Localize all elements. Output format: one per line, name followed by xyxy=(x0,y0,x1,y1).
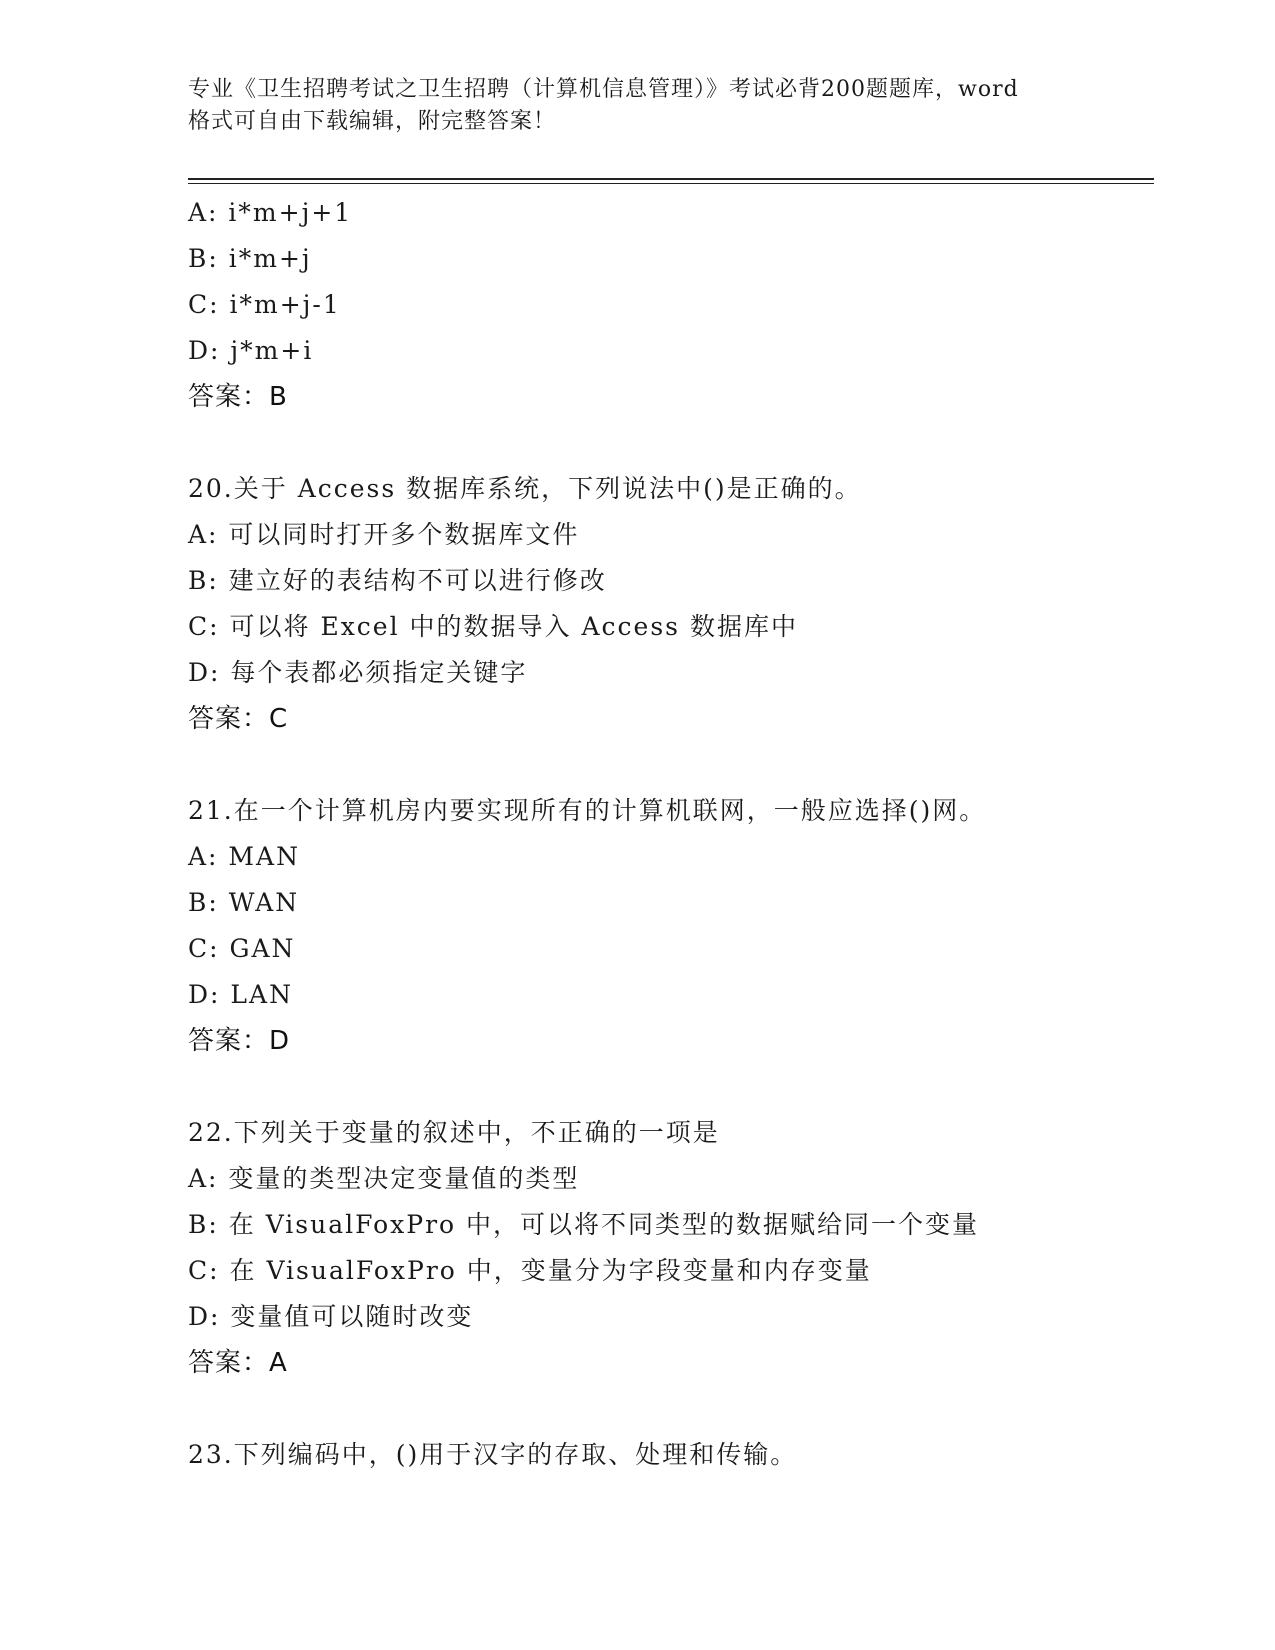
spacer xyxy=(188,420,1154,466)
question-block-21 xyxy=(188,788,1154,1064)
document-header xyxy=(188,74,1088,138)
option-a: A: 变量的类型决定变量值的类型 xyxy=(188,1164,580,1193)
option-d: D: 每个表都必须指定关键字 xyxy=(188,658,528,687)
option-b: B: WAN xyxy=(188,888,300,917)
option-d: D: 变量值可以随时改变 xyxy=(188,1302,474,1331)
question-stem: 20.关于 Access 数据库系统，下列说法中()是正确的。 xyxy=(188,474,862,503)
option-c: C: 在 VisualFoxPro 中，变量分为字段变量和内存变量 xyxy=(188,1256,872,1285)
option-c: C: i*m+j-1 xyxy=(188,290,341,319)
answer-line: 答案：D xyxy=(188,1026,291,1056)
question-stem: 21.在一个计算机房内要实现所有的计算机联网，一般应选择()网。 xyxy=(188,796,987,825)
spacer xyxy=(188,1386,1154,1432)
question-block-22 xyxy=(188,1110,1154,1386)
answer-line: 答案：B xyxy=(188,382,288,412)
option-a: A: i*m+j+1 xyxy=(188,198,353,227)
question-block-20 xyxy=(188,466,1154,742)
option-c: C: 可以将 Excel 中的数据导入 Access 数据库中 xyxy=(188,612,798,641)
header-divider xyxy=(188,178,1154,184)
option-b: B: 在 VisualFoxPro 中，可以将不同类型的数据赋给同一个变量 xyxy=(188,1210,980,1239)
answer-line: 答案：C xyxy=(188,704,289,734)
spacer xyxy=(188,1064,1154,1110)
option-a: A: MAN xyxy=(188,842,300,871)
question-block-19 xyxy=(188,190,1154,420)
spacer xyxy=(188,742,1154,788)
option-b: B: i*m+j xyxy=(188,244,312,273)
question-stem: 23.下列编码中，()用于汉字的存取、处理和传输。 xyxy=(188,1440,798,1469)
option-d: D: LAN xyxy=(188,980,293,1009)
header-title-line-1: 专业《卫生招聘考试之卫生招聘（计算机信息管理）》考试必背200题题库，word xyxy=(188,77,1019,102)
answer-line: 答案：A xyxy=(188,1348,288,1378)
option-d: D: j*m+i xyxy=(188,336,314,365)
option-a: A: 可以同时打开多个数据库文件 xyxy=(188,520,580,549)
option-c: C: GAN xyxy=(188,934,296,963)
question-list xyxy=(188,190,1154,1478)
option-b: B: 建立好的表结构不可以进行修改 xyxy=(188,566,607,595)
question-block-23 xyxy=(188,1432,1154,1478)
question-stem: 22.下列关于变量的叙述中，不正确的一项是 xyxy=(188,1118,720,1147)
header-title-line-2: 格式可自由下载编辑，附完整答案！ xyxy=(188,109,557,134)
